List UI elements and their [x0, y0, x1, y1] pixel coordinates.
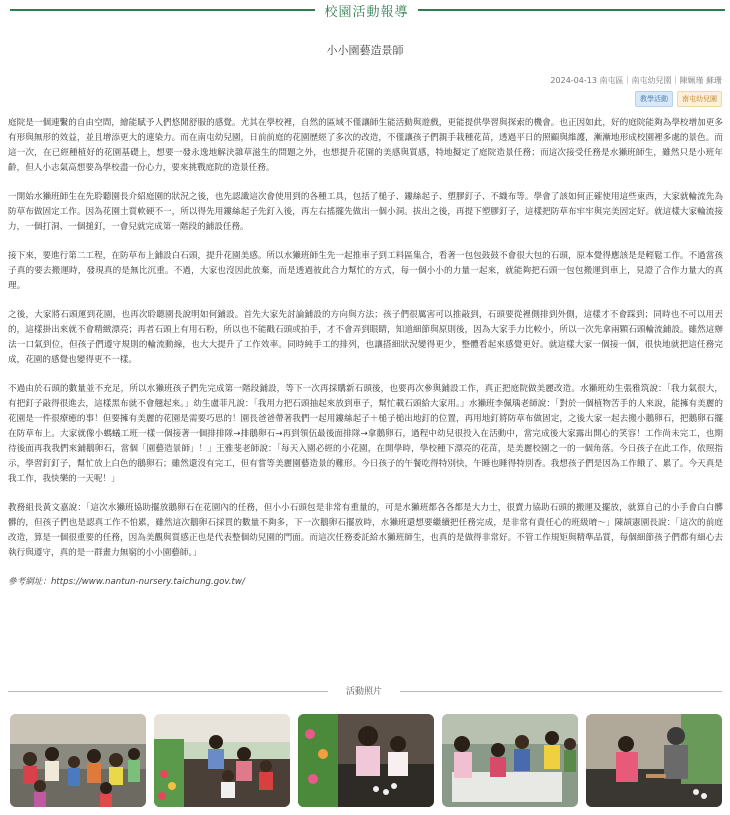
reference-link[interactable]: 參考網址：https://www.nantun-nursery.taichung.gov.tw/: [8, 577, 245, 587]
article-body: [8, 116, 723, 590]
photo-section-title: 活動照片: [345, 687, 382, 697]
laying-stones-photo-icon[interactable]: [298, 714, 434, 807]
section-title: 校園活動報導: [324, 5, 409, 20]
article-title: 小小園藝造景師: [326, 44, 404, 57]
tool-photo-icon[interactable]: [586, 714, 722, 807]
paragraph: 庭院是一個連繫的自由空間，繪能賦予人們悠閒舒服的感覺。尤其在學校裡，自然的區域不僅讓師生能活動與遊戲，更能提供學習與探索的機會。也正因如此，好的庭院能夠為學校增加更多有形與無形的效益，並且增添更大的連染力。而在南屯幼兒園，日前前庭的花園歷經了多次的改造，不僅讓孩子們親手栽種花苗，透過平日的照顧與維護，漸漸地形成校園裡多處的景色。而這一次，在已經種植好的花園基礎上，想要一發永逸地解決雜草滋生的問題之外，也想提升花園的美感與質感，特地擬定了庭院造景任務；而這次接受任務是水獺班師生，雖然只是小班年齡，但人小志氣高想要為學校盡一份心力，要來挑戰庭院的造景任務。: [8, 118, 723, 173]
header-divider-left: [10, 9, 315, 11]
photo-section-header: [0, 684, 730, 698]
paragraph: 不過由於石頭的數量並不充足，所以水獺班孩子們先完成第一階段鋪設，等下一次再採購新石頭後，也要再次參與鋪設工作，真正把庭院做美麗改造。水獺班幼生張雅筑說：「我力氣很大，有把釘子敲得很進去，這樣黑布就不會翹起來。」幼生盧菲凡說：「我用力把石頭抽起來放到車子，幫忙載石頭給大家用。」水獺班李佩瑀老師說：「對於一個植物苦手的人來說，能擁有美麗的花園是一件很療癒的事！但要擁有美麗的花園是需要巧思的！園長爸爸帶著我們一起用鏤絲起子＋槌子槌出地釘的位置，再用地釘將防草布做固定，之後大家一起去搬小鵝卵石，把鵝卵石擺在防草布上。大家就像小螞蟻工班一樣一個接著一個排排隊→排鵝卵石→再到領伍最後面排隊→拿鵝卵石，過程中幼兒很投入在活動中，當完成後大家露出開心的笑容！工作尚未完工，也期待後面再我我們來鋪鵝卵石，當個「園藝造景師」！」王雅斐老師說：「每天入園必經的小花園，在開學時，學校種下漂亮的花苗，是美麗校園之一的一個角落。今日孩子在此工作，依照指示，學習釘釘子，幫忙放上白色的鵝卵石；雖然還沒有完工，但有嘗等美麗園藝造景的難形。今日孩子的午餐吃得特別快，午睡也睡得特別香。我想孩子們是因為工作餓了、累了。今天真是我工作，我快樂的一天呢！」: [8, 384, 723, 484]
article-meta: 2024-04-13 南屯區｜南屯幼兒園｜陳姵瑾 蘇珊: [550, 76, 722, 85]
paragraph: 教務組長黃文嘉說：「這次水獺班協助擺放鵝卵石在花園內的任務，但小小石頭包是非常有重量的，可是水獺班都各各都是大力士，很賣力協助石頭的搬運及擺放，就算自己的小手會白白髒髒的，但孩子們也是認真工作不怕累，雖然這次鵝卵石採買的數量不夠多，下一次鵝卵石擺放時，水獺班還想要繼續把任務完成，是非常有責任心的班級唷～」陳頡憲園長說：「這次的前庭改造，算是一個很重要的任務，因為美觀與質感正也是代表整個幼兒園的門面。而這次任務委託給水獺班師生，也真的是做得非常好。不管工作規矩與精準品質，每個細節孩子們都有細心去執行與遵守，真的是一群畫力無窮的小小園藝師。」: [8, 503, 723, 558]
tag-teaching[interactable]: 教學活動: [635, 91, 673, 107]
photo-divider-left: [8, 691, 328, 692]
group-photo-icon[interactable]: [10, 714, 146, 807]
tag-school[interactable]: 南屯幼兒園: [677, 91, 722, 107]
photo-gallery: [10, 714, 722, 807]
section-header: [0, 0, 730, 20]
paragraph: 一開始水獺班師生在先聆聽園長介紹庭園的狀況之後，也先認識這次會使用到的各種工具，包括了槌子、鏤絲起子、塑膠釘子、不織布等。學會了該如何正確使用這些東西，大家就輪流先為防草布做固定工作。因為花園土質軟硬不一，所以得先用鏤絲起子先釘入後，再左右搖擺先做出一個小洞。拔出之後，再提下塑膠釘子，這樣把防草布牢牢與完美固定好。就這樣大家輪流接力，一個打洞、一個搥釘，一會兒就完成第一階段的鋪設任務。: [8, 192, 723, 232]
paragraph: 接下來，要進行第二工程，在防草布上鋪設白石頭，提升花園美感。所以水獺班師生先一起推車子到工料區集合，看著一包包鼓鼓不會很大包的石頭，原本覺得應該是是輕鬆工作。不過當孩子真的要去搬運時，發現真的是無比沉重。不過，大家也沒因此放棄，而是透過彼此合力幫忙的方式，每一個小小的力量一起來，就能夠把石頭一包包搬運到車上，見證了合作力量大的真理。: [8, 251, 723, 291]
planting-photo-icon[interactable]: [154, 714, 290, 807]
header-divider-right: [418, 9, 725, 11]
tag-list: [635, 91, 722, 107]
photo-divider-right: [400, 691, 722, 692]
paragraph: 之後，大家將石頭運到花園，也再次聆聽園長說明如何鋪設。首先大家先討論鋪設的方向與方法；孩子們很厲害可以推敲到，石頭要從裡側排到外側，這樣才不會踩到；同時也不可以用丟的，這樣掛出來就不會精緻漂亮；再者石頭上有用石粉，所以也不能戳石頭或拍手，才不會弄到眼睛，知道細節與原則後，因為大家手力比較小，所以一次先拿兩顆石頭輪流鋪設。雖然這辦法一口氣到位，但孩子們遵守規則的輪流動線，也大大提升了工作效率。同時純手工的排列，也讓搭細狀況變得更少，整體看起來感覺更好。就這樣大家一個接一個，很快地就把這任務完成，花園的感覺也變得更不一樣。: [8, 310, 723, 365]
fabric-photo-icon[interactable]: [442, 714, 578, 807]
